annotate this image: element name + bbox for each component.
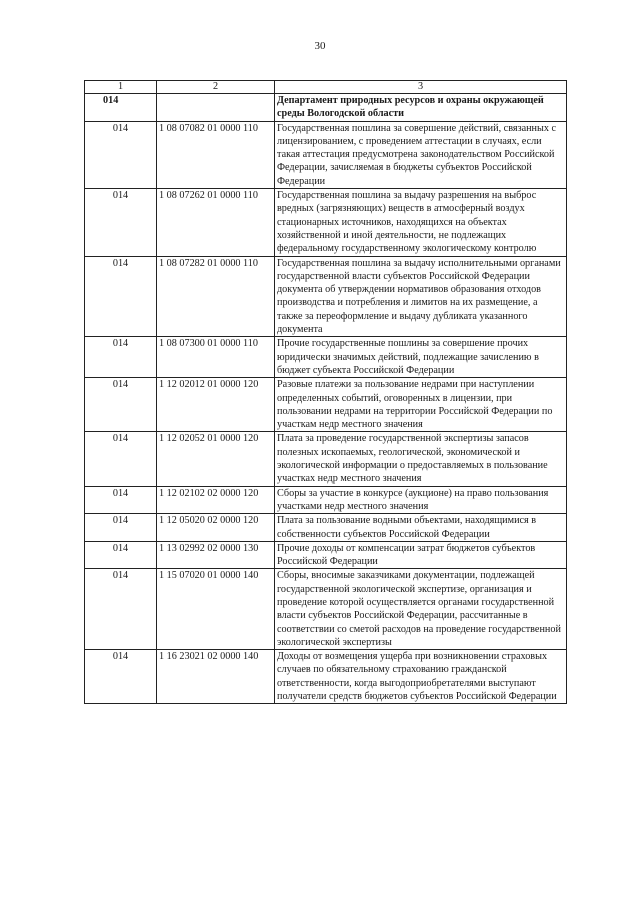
table-row bbox=[85, 650, 567, 704]
row-name: Разовые платежи за пользование недрами при наступлении определенных событий, оговоренных в лицензии, при пользовании недрами на территории Российской Федерации по участкам недр местного значения bbox=[275, 378, 567, 432]
row-kbk: 1 12 02102 02 0000 120 bbox=[157, 486, 275, 514]
row-kbk: 1 12 02012 01 0000 120 bbox=[157, 378, 275, 432]
row-kbk: 1 08 07262 01 0000 110 bbox=[157, 189, 275, 256]
table-row bbox=[85, 541, 567, 569]
row-name: Доходы от возмещения ущерба при возникновении страховых случаев по обязательному страхованию гражданской ответственности, когда выгодоприобретателями выступают получатели средств бюджетов субъектов Российской Федерации bbox=[275, 650, 567, 704]
table-row bbox=[85, 121, 567, 188]
row-code: 014 bbox=[85, 256, 157, 337]
row-code: 014 bbox=[85, 514, 157, 542]
row-code: 014 bbox=[85, 569, 157, 650]
row-code: 014 bbox=[85, 541, 157, 569]
page-number: 30 bbox=[314, 40, 326, 52]
section-code: 014 bbox=[85, 94, 157, 122]
row-kbk: 1 08 07300 01 0000 110 bbox=[157, 337, 275, 378]
revenue-codes-table bbox=[84, 80, 567, 704]
table-row bbox=[85, 486, 567, 514]
table-body bbox=[85, 94, 567, 704]
column-header-2: 2 bbox=[157, 81, 275, 94]
table-row bbox=[85, 337, 567, 378]
section-kbk bbox=[157, 94, 275, 122]
row-code: 014 bbox=[85, 189, 157, 256]
row-code: 014 bbox=[85, 337, 157, 378]
row-kbk: 1 12 05020 02 0000 120 bbox=[157, 514, 275, 542]
row-name: Сборы за участие в конкурсе (аукционе) на право пользования участками недр местного значения bbox=[275, 486, 567, 514]
row-code: 014 bbox=[85, 486, 157, 514]
table-row bbox=[85, 514, 567, 542]
row-name: Сборы, вносимые заказчиками документации, подлежащей государственной экологической экспертизе, организация и проведение которой осуществляется органами государственной власти субъектов Российской Федерации, рассчитанные в соответствии со сметой расходов на проведение государственной экологической экспертизы bbox=[275, 569, 567, 650]
row-code: 014 bbox=[85, 121, 157, 188]
row-kbk: 1 08 07282 01 0000 110 bbox=[157, 256, 275, 337]
table-header-row bbox=[85, 81, 567, 94]
table-row bbox=[85, 189, 567, 256]
row-code: 014 bbox=[85, 650, 157, 704]
section-name: Департамент природных ресурсов и охраны окружающей среды Вологодской области bbox=[275, 94, 567, 122]
row-name: Государственная пошлина за выдачу разрешения на выброс вредных (загрязняющих) веществ в атмосферный воздух стационарных источников, находящихся на объектах хозяйственной и иной деятельности, не подлежащих федеральному государственному экологическому контролю bbox=[275, 189, 567, 256]
row-kbk: 1 12 02052 01 0000 120 bbox=[157, 432, 275, 486]
row-name: Прочие государственные пошлины за совершение прочих юридически значимых действий, подлежащие зачислению в бюджет субъекта Российской Федерации bbox=[275, 337, 567, 378]
row-name: Государственная пошлина за совершение действий, связанных с лицензированием, с проведением аттестации в случаях, если такая аттестация предусмотрена законодательством Российской Федерации, зачисляемая в бюджеты субъектов Российской Федерации bbox=[275, 121, 567, 188]
section-row bbox=[85, 94, 567, 122]
row-code: 014 bbox=[85, 378, 157, 432]
row-name: Государственная пошлина за выдачу исполнительными органами государственной власти субъектов Российской Федерации документа об утверждении нормативов образования отходов производства и потребления и лимитов на их размещение, а также за переоформление и выдачу дубликата указанного документа bbox=[275, 256, 567, 337]
row-code: 014 bbox=[85, 432, 157, 486]
table-row bbox=[85, 569, 567, 650]
column-header-3: 3 bbox=[275, 81, 567, 94]
row-name: Прочие доходы от компенсации затрат бюджетов субъектов Российской Федерации bbox=[275, 541, 567, 569]
row-kbk: 1 08 07082 01 0000 110 bbox=[157, 121, 275, 188]
row-kbk: 1 15 07020 01 0000 140 bbox=[157, 569, 275, 650]
column-header-1: 1 bbox=[85, 81, 157, 94]
row-name: Плата за проведение государственной экспертизы запасов полезных ископаемых, геологической, экономической и экологической информации о предоставляемых в пользование участках недр местного значения bbox=[275, 432, 567, 486]
row-kbk: 1 13 02992 02 0000 130 bbox=[157, 541, 275, 569]
table-row bbox=[85, 432, 567, 486]
table-row bbox=[85, 378, 567, 432]
table-row bbox=[85, 256, 567, 337]
row-name: Плата за пользование водными объектами, находящимися в собственности субъектов Российской Федерации bbox=[275, 514, 567, 542]
row-kbk: 1 16 23021 02 0000 140 bbox=[157, 650, 275, 704]
